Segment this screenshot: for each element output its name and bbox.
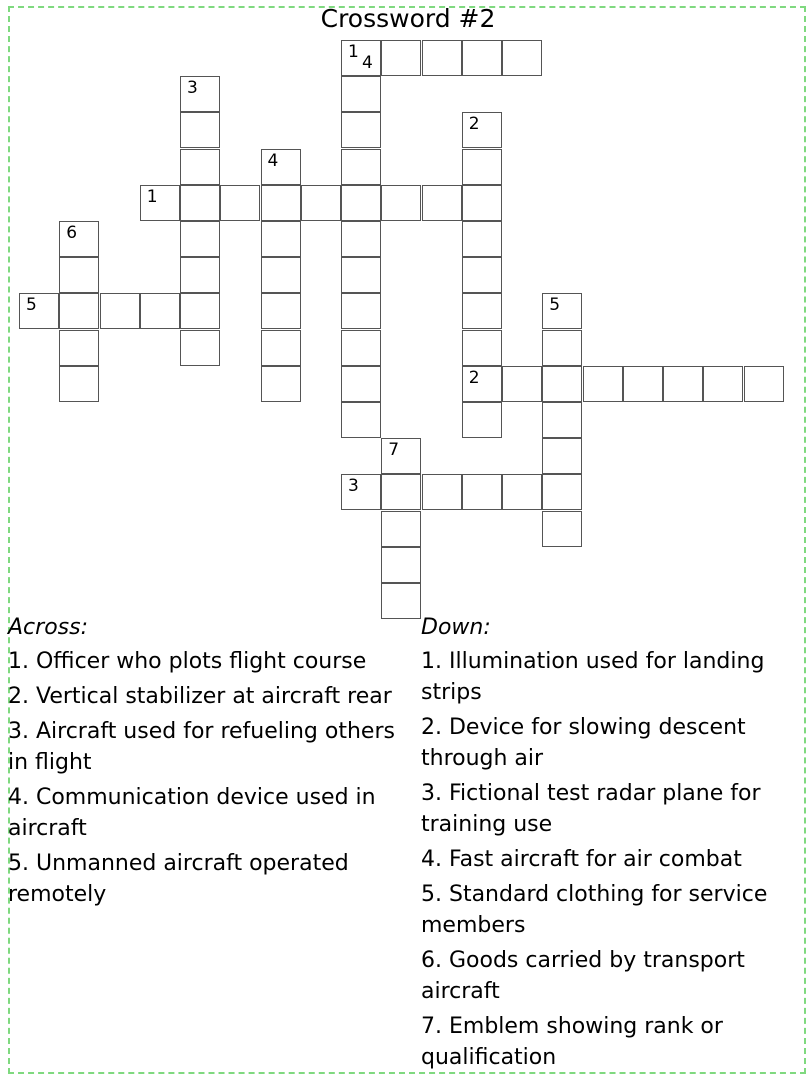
- grid-cell[interactable]: [381, 511, 421, 547]
- grid-cell[interactable]: [19, 293, 59, 329]
- grid-cell[interactable]: [462, 112, 502, 148]
- down-clue-6: 6. Goods carried by transport aircraft: [421, 948, 745, 1004]
- grid-cell[interactable]: [341, 221, 381, 257]
- grid-cell[interactable]: [341, 293, 381, 329]
- grid-cell[interactable]: [180, 185, 220, 221]
- grid-cell[interactable]: [220, 185, 260, 221]
- grid-cell[interactable]: [703, 366, 743, 402]
- grid-cell[interactable]: [583, 366, 623, 402]
- grid-cell[interactable]: [341, 149, 381, 185]
- down-clues: [421, 612, 801, 1077]
- across-clue-4: 4. Communication device used in aircraft: [8, 785, 376, 841]
- grid-cell[interactable]: [59, 366, 99, 402]
- grid-cell[interactable]: [502, 474, 542, 510]
- clue-number: 4: [362, 53, 373, 73]
- down-clue-4: 4. Fast aircraft for air combat: [421, 847, 742, 872]
- grid-cell[interactable]: [59, 293, 99, 329]
- grid-cell[interactable]: [180, 221, 220, 257]
- grid-cell[interactable]: [261, 149, 301, 185]
- grid-cell[interactable]: [180, 257, 220, 293]
- puzzle-title: Crossword #2: [320, 4, 496, 33]
- grid-cell[interactable]: [381, 185, 421, 221]
- grid-cell[interactable]: [341, 330, 381, 366]
- grid-cell[interactable]: [59, 330, 99, 366]
- grid-cell[interactable]: [261, 221, 301, 257]
- clue-number: 6: [66, 223, 78, 243]
- down-clue-2: 2. Device for slowing descent through air: [421, 715, 746, 771]
- grid-cell[interactable]: [422, 474, 462, 510]
- clue-number: 5: [26, 295, 37, 316]
- grid-cell[interactable]: [462, 474, 502, 510]
- grid-cell[interactable]: [462, 221, 502, 257]
- grid-cell[interactable]: [341, 257, 381, 293]
- grid-cell[interactable]: [462, 366, 502, 402]
- grid-cell[interactable]: [502, 40, 542, 76]
- grid-cell[interactable]: [462, 149, 502, 185]
- grid-cell[interactable]: [100, 293, 140, 329]
- grid-cell[interactable]: [462, 257, 502, 293]
- grid-cell[interactable]: [341, 402, 381, 438]
- grid-cell[interactable]: [140, 293, 180, 329]
- grid-cell[interactable]: [261, 185, 301, 221]
- grid-cell[interactable]: [663, 366, 703, 402]
- grid-cell[interactable]: [341, 185, 381, 221]
- grid-cell[interactable]: [542, 474, 582, 510]
- grid-cell[interactable]: [462, 293, 502, 329]
- across-clue-2: 2. Vertical stabilizer at aircraft rear: [8, 684, 392, 709]
- down-clue-3: 3. Fictional test radar plane for training use: [421, 781, 761, 837]
- grid-cell[interactable]: [542, 366, 582, 402]
- grid-cell[interactable]: [422, 185, 462, 221]
- grid-cell[interactable]: [341, 76, 381, 112]
- across-clue-5: 5. Unmanned aircraft operated remotely: [8, 851, 349, 907]
- clue-number: 5: [549, 295, 561, 316]
- grid-cell[interactable]: [744, 366, 784, 402]
- grid-cell[interactable]: [542, 293, 582, 329]
- grid-cell[interactable]: [180, 76, 220, 112]
- clue-number: 2: [468, 367, 480, 388]
- down-clue-1: 1. Illumination used for landing strips: [421, 649, 765, 705]
- grid-cell[interactable]: [341, 366, 381, 402]
- grid-cell[interactable]: [341, 474, 381, 510]
- down-clue-5: 5. Standard clothing for service members: [421, 882, 768, 938]
- across-clue-1: 1. Officer who plots flight course: [8, 649, 367, 674]
- grid-cell[interactable]: [422, 40, 462, 76]
- clue-number: 4: [267, 150, 279, 171]
- grid-cell[interactable]: [301, 185, 341, 221]
- clue-number: 7: [388, 440, 400, 461]
- across-clue-3: 3. Aircraft used for refueling others in flight: [8, 719, 395, 775]
- grid-cell[interactable]: [381, 438, 421, 474]
- grid-cell[interactable]: [59, 257, 99, 293]
- grid-cell[interactable]: [462, 330, 502, 366]
- grid-cell[interactable]: [261, 257, 301, 293]
- grid-cell[interactable]: [502, 366, 542, 402]
- clue-number: 3: [348, 476, 359, 497]
- grid-cell[interactable]: [462, 40, 502, 76]
- grid-cell[interactable]: [140, 185, 180, 221]
- grid-cell[interactable]: [341, 40, 381, 76]
- down-heading: Down:: [421, 615, 491, 640]
- grid-cell[interactable]: [542, 330, 582, 366]
- grid-cell[interactable]: [180, 149, 220, 185]
- grid-cell[interactable]: [462, 185, 502, 221]
- clue-number: 1: [348, 42, 359, 62]
- grid-cell[interactable]: [542, 511, 582, 547]
- grid-cell[interactable]: [59, 221, 99, 257]
- grid-cell[interactable]: [261, 293, 301, 329]
- clue-number: 1: [146, 186, 158, 207]
- down-clue-7: 7. Emblem showing rank or qualification: [421, 1014, 723, 1070]
- grid-cell[interactable]: [261, 330, 301, 366]
- grid-cell[interactable]: [542, 402, 582, 438]
- grid-cell[interactable]: [623, 366, 663, 402]
- grid-cell[interactable]: [180, 330, 220, 366]
- grid-cell[interactable]: [381, 547, 421, 583]
- grid-cell[interactable]: [462, 402, 502, 438]
- clue-number: 3: [187, 78, 198, 99]
- across-heading: Across:: [8, 615, 88, 640]
- clue-number: 2: [468, 114, 480, 135]
- grid-cell[interactable]: [542, 438, 582, 474]
- grid-cell[interactable]: [261, 366, 301, 402]
- grid-cell[interactable]: [341, 112, 381, 148]
- grid-cell[interactable]: [180, 293, 220, 329]
- grid-cell[interactable]: [180, 112, 220, 148]
- grid-cell[interactable]: [381, 474, 421, 510]
- across-clues: [8, 612, 413, 914]
- grid-cell[interactable]: [381, 40, 421, 76]
